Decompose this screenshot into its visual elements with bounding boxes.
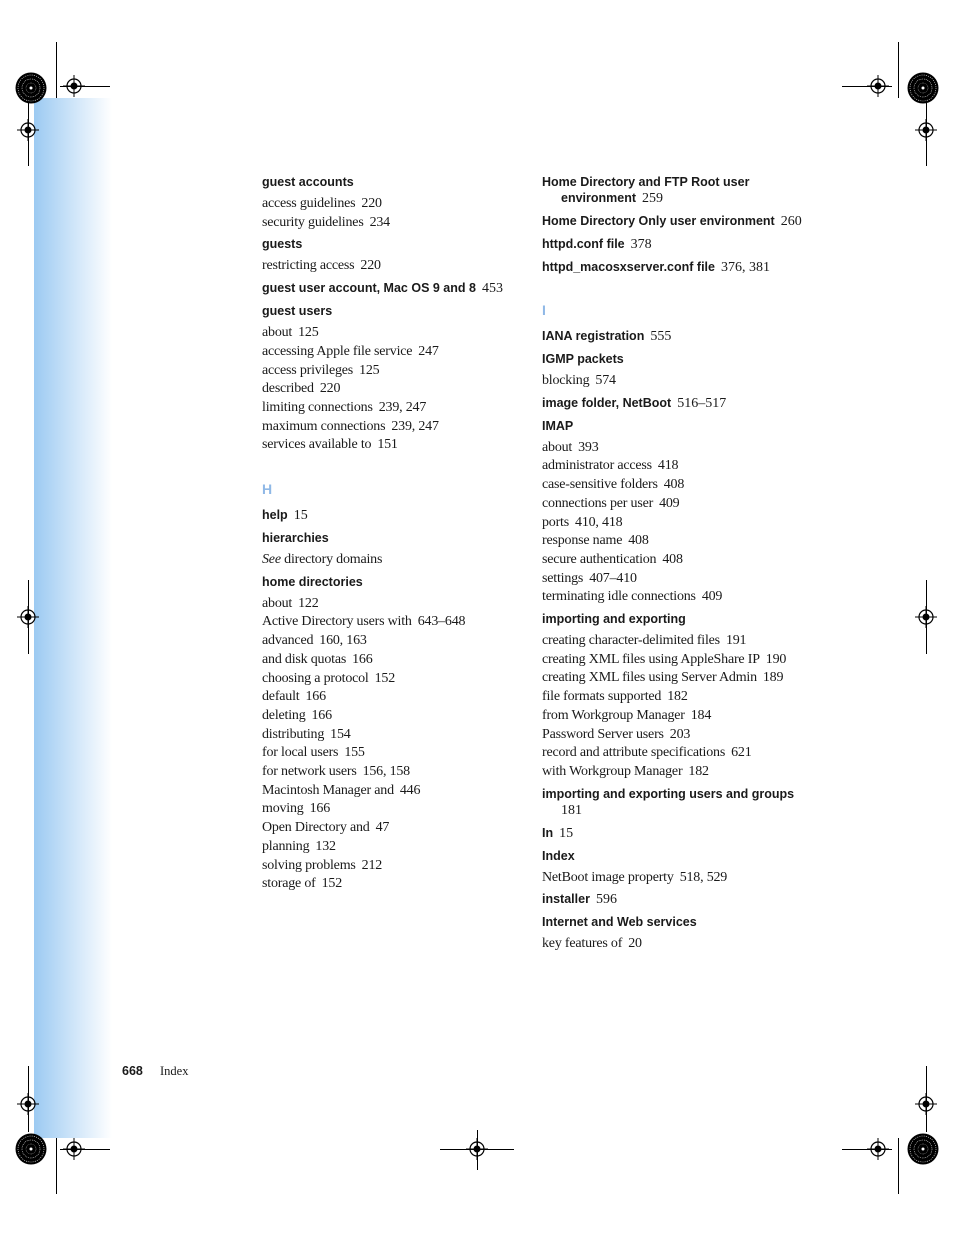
subentry-label: solving problems <box>262 857 356 873</box>
subentry-pages: 247 <box>418 343 439 359</box>
index-term <box>542 213 802 230</box>
index-term <box>262 530 512 546</box>
index-entry <box>542 259 802 276</box>
index-term-label: IGMP packets <box>542 352 624 366</box>
subentry-label: case-sensitive folders <box>542 477 658 493</box>
index-term <box>542 914 802 930</box>
index-term-label: In <box>542 825 554 840</box>
index-term-label: Index <box>542 848 575 863</box>
index-term <box>542 351 802 367</box>
index-term-label: guest users <box>262 304 333 319</box>
subentry <box>262 595 512 614</box>
subentry-pages: 191 <box>725 633 747 649</box>
subentry-pages: 220 <box>360 258 381 274</box>
subentry-label: response name <box>542 533 623 549</box>
subentry-label: key features of <box>542 936 623 952</box>
index-entry <box>542 914 802 954</box>
subentry-label: Password Server users <box>542 726 664 742</box>
subentry-label: accessing Apple file service <box>262 343 413 359</box>
subentry <box>262 857 512 876</box>
subentry-pages: 409 <box>659 495 680 511</box>
subentry <box>542 514 802 533</box>
index-term <box>542 848 802 864</box>
subentry <box>262 324 512 343</box>
subentry-label: limiting connections <box>262 399 373 415</box>
subentry <box>262 343 512 362</box>
subentry-pages: 182 <box>667 689 688 705</box>
index-entry <box>542 174 802 207</box>
subentry-list <box>262 551 512 570</box>
index-entry <box>542 611 802 782</box>
registration-target-icon <box>17 1093 39 1115</box>
index-entry <box>262 303 512 455</box>
subentry-label: access privileges <box>262 362 354 378</box>
index-column-left <box>262 174 512 898</box>
subentry-pages: 132 <box>315 838 336 854</box>
page-number: 668 <box>122 1064 143 1078</box>
subentry-label: Active Directory users with <box>262 614 412 630</box>
index-term <box>262 507 512 524</box>
index-entry <box>262 574 512 894</box>
subentry-label: for network users <box>262 764 357 780</box>
subentry <box>262 670 512 689</box>
subentry <box>262 380 512 399</box>
index-term <box>262 574 512 590</box>
index-entry <box>542 786 802 819</box>
index-entry <box>262 236 512 276</box>
subentry-label: creating XML files using AppleShare IP <box>542 651 760 667</box>
subentry <box>262 782 512 801</box>
subentry-pages: 122 <box>298 595 319 611</box>
subentry <box>542 632 802 651</box>
subentry-label: creating character-delimited files <box>542 633 720 649</box>
subentry-list <box>262 257 512 276</box>
subentry <box>262 838 512 857</box>
subentry-pages: 166 <box>352 651 373 667</box>
subentry <box>262 763 512 782</box>
subentry-pages: 518, 529 <box>679 869 728 885</box>
index-term-label: importing and exporting <box>542 612 686 627</box>
subentry-pages: 151 <box>377 437 398 453</box>
subentry-pages: 408 <box>663 477 685 493</box>
subentry <box>542 476 802 495</box>
subentry-pages: 166 <box>305 689 326 705</box>
crop-mark <box>898 1138 899 1194</box>
index-entry <box>262 174 512 232</box>
registration-target-icon <box>915 119 937 141</box>
subentry <box>262 726 512 745</box>
subentry <box>542 532 802 551</box>
subentry-label: deleting <box>262 707 306 723</box>
subentry <box>262 688 512 707</box>
subentry <box>542 495 802 514</box>
subentry <box>542 651 802 670</box>
subentry <box>262 551 512 570</box>
subentry-list <box>542 632 802 782</box>
subentry <box>542 688 802 707</box>
index-term-label: httpd_macosxserver.conf file <box>542 260 715 274</box>
index-term <box>542 328 802 345</box>
index-term <box>542 891 802 908</box>
subentry-label: Open Directory and <box>262 820 370 836</box>
subentry-label: and disk quotas <box>262 651 347 667</box>
subentry-pages: 203 <box>669 726 691 742</box>
subentry-label: about <box>262 325 293 341</box>
subentry <box>542 570 802 589</box>
subentry-label: planning <box>262 838 310 854</box>
see-reference: See <box>262 552 281 568</box>
subentry-label: moving <box>262 801 304 817</box>
subentry-label: distributing <box>262 726 325 742</box>
index-term <box>542 611 802 627</box>
subentry-label: blocking <box>542 373 590 388</box>
subentry-pages: 20 <box>628 936 642 952</box>
subentry-pages: 574 <box>595 373 616 388</box>
subentry-pages: 166 <box>309 801 330 817</box>
index-entry <box>542 351 802 391</box>
subentry-list <box>262 324 512 455</box>
subentry <box>542 726 802 745</box>
subentry <box>262 418 512 437</box>
subentry-label: restricting access <box>262 258 355 274</box>
index-term-label: guest user account, Mac OS 9 and 8 <box>262 281 476 296</box>
subentry-list <box>542 439 802 607</box>
subentry-label: choosing a protocol <box>262 670 369 686</box>
subentry-label: default <box>262 689 300 705</box>
subentry-pages: 408 <box>628 533 649 549</box>
subentry <box>262 362 512 381</box>
registration-target-icon <box>867 75 889 97</box>
subentry-pages: 408 <box>662 551 683 567</box>
registration-target-icon <box>915 606 937 628</box>
subentry-pages: 166 <box>311 707 332 723</box>
index-term-label: importing and exporting users and groups <box>542 786 795 801</box>
index-term-label: httpd.conf file <box>542 237 625 251</box>
subentry-pages: 152 <box>321 876 342 892</box>
subentry-label: storage of <box>262 876 316 892</box>
subentry-label: advanced <box>262 633 314 649</box>
subentry-pages: 125 <box>298 325 319 341</box>
subentry <box>542 707 802 726</box>
index-term-label: IMAP <box>542 418 574 433</box>
subentry-pages: 190 <box>765 651 787 667</box>
subentry-label: directory domains <box>284 552 383 568</box>
subentry-list <box>262 595 512 894</box>
subentry-pages: 393 <box>578 439 599 455</box>
subentry-pages: 239, 247 <box>378 399 427 415</box>
index-entry <box>542 236 802 253</box>
subentry-label: administrator access <box>542 458 652 474</box>
index-term <box>262 303 512 319</box>
subentry-list <box>542 935 802 954</box>
section-name: Index <box>159 1064 189 1078</box>
index-term <box>542 418 802 434</box>
registration-target-icon <box>63 75 85 97</box>
registration-target-icon <box>915 1093 937 1115</box>
registration-target-icon <box>867 1138 889 1160</box>
index-term <box>542 825 802 842</box>
subentry-pages: 407–410 <box>589 570 637 586</box>
index-term-label: Home Directory and FTP Root user environment <box>542 175 750 205</box>
index-entry <box>542 328 802 345</box>
crop-mark <box>898 42 899 98</box>
index-term-pages: 555 <box>650 329 672 344</box>
index-term-pages: 596 <box>595 892 617 908</box>
subentry <box>262 819 512 838</box>
subentry-label: about <box>542 439 573 455</box>
page-footer <box>122 1064 188 1079</box>
subentry <box>262 651 512 670</box>
index-entry <box>262 530 512 570</box>
subentry <box>542 372 802 391</box>
index-term <box>542 395 802 412</box>
index-term <box>262 174 512 190</box>
index-entry <box>542 395 802 412</box>
subentry-pages: 156, 158 <box>362 764 410 780</box>
index-term-pages: 260 <box>780 214 802 229</box>
index-entry <box>262 507 512 524</box>
index-term-label: installer <box>542 892 590 907</box>
crop-mark <box>56 42 57 98</box>
index-column-right <box>542 174 802 958</box>
subentry <box>262 436 512 455</box>
starburst-mark-icon <box>907 72 939 104</box>
index-term-label: Internet and Web services <box>542 915 697 930</box>
subentry-pages: 220 <box>319 381 341 397</box>
subentry-label: creating XML files using Server Admin <box>542 670 757 686</box>
subentry-pages: 47 <box>375 820 390 836</box>
subentry-label: ports <box>542 514 570 530</box>
subentry <box>262 800 512 819</box>
index-term-label: home directories <box>262 574 363 589</box>
subentry-list <box>542 869 802 888</box>
subentry <box>262 744 512 763</box>
subentry <box>542 763 802 782</box>
subentry-pages: 125 <box>359 362 380 378</box>
subentry-label: settings <box>542 570 584 586</box>
index-term-label: Home Directory Only user environment <box>542 214 775 228</box>
subentry-pages: 160, 163 <box>319 633 367 649</box>
index-entry <box>542 891 802 908</box>
index-term <box>542 259 802 276</box>
subentry-pages: 410, 418 <box>575 514 623 530</box>
subentry-pages: 234 <box>369 214 390 230</box>
subentry <box>262 707 512 726</box>
index-term-label: help <box>262 508 288 523</box>
starburst-mark-icon <box>15 1133 47 1165</box>
subentry-pages: 239, 247 <box>391 418 439 434</box>
subentry <box>262 875 512 894</box>
index-term <box>542 174 802 207</box>
registration-target-icon <box>17 119 39 141</box>
subentry-label: NetBoot image property <box>542 869 674 885</box>
subentry-label: secure authentication <box>542 551 657 567</box>
index-term <box>262 236 512 252</box>
subentry-label: Macintosh Manager and <box>262 782 394 798</box>
subentry-pages: 152 <box>374 670 396 686</box>
index-term-label: guests <box>262 237 303 252</box>
subentry-label: file formats supported <box>542 689 662 705</box>
subentry-pages: 409 <box>701 589 723 605</box>
subentry <box>262 632 512 651</box>
index-term-pages: 453 <box>481 281 503 297</box>
index-term <box>542 786 802 819</box>
subentry-pages: 220 <box>361 196 382 211</box>
registration-target-icon <box>466 1138 488 1160</box>
subentry-pages: 643–648 <box>417 614 466 630</box>
subentry <box>542 588 802 607</box>
subentry <box>262 214 512 233</box>
subentry-label: for local users <box>262 745 339 761</box>
subentry <box>542 551 802 570</box>
index-entry <box>542 848 802 888</box>
index-term-label: hierarchies <box>262 531 329 546</box>
subentry <box>542 869 802 888</box>
index-entry <box>262 280 512 297</box>
subentry-label: record and attribute specifications <box>542 745 726 761</box>
subentry <box>542 744 802 763</box>
subentry-pages: 418 <box>657 458 679 474</box>
index-term-pages: 259 <box>642 191 664 206</box>
index-term-label: IANA registration <box>542 329 645 343</box>
subentry <box>262 613 512 632</box>
index-entry <box>542 213 802 230</box>
registration-target-icon <box>17 606 39 628</box>
crop-mark <box>56 1138 57 1194</box>
section-letter-heading: I <box>542 302 546 318</box>
index-term <box>542 236 802 253</box>
subentry-list <box>262 195 512 232</box>
subentry-label: with Workgroup Manager <box>542 763 683 779</box>
subentry <box>262 257 512 276</box>
index-term-pages: 15 <box>293 508 308 524</box>
subentry-pages: 184 <box>690 707 712 723</box>
index-term-pages: 376, 381 <box>720 260 770 275</box>
subentry-label: terminating idle connections <box>542 589 696 605</box>
subentry <box>262 399 512 418</box>
subentry-pages: 155 <box>344 745 365 761</box>
index-entry <box>542 418 802 607</box>
index-term-pages: 15 <box>559 825 574 841</box>
subentry-list <box>542 372 802 391</box>
subentry-label: maximum connections <box>262 418 386 434</box>
subentry <box>542 935 802 954</box>
subentry-label: about <box>262 595 293 611</box>
subentry <box>542 457 802 476</box>
index-term-pages: 516–517 <box>677 395 727 411</box>
page-sidebar-gradient <box>34 98 112 1138</box>
index-term <box>262 280 512 297</box>
subentry-pages: 154 <box>330 726 351 742</box>
index-term-pages: 378 <box>630 237 652 252</box>
subentry <box>542 439 802 458</box>
subentry <box>262 195 512 214</box>
subentry-label: services available to <box>262 437 372 453</box>
index-term-pages: 181 <box>561 802 582 818</box>
subentry-label: from Workgroup Manager <box>542 707 685 723</box>
index-term-label: image folder, NetBoot <box>542 395 672 410</box>
section-letter-heading: H <box>262 481 273 498</box>
subentry-pages: 182 <box>688 763 709 779</box>
index-term-label: guest accounts <box>262 175 354 189</box>
subentry <box>542 669 802 688</box>
starburst-mark-icon <box>15 72 47 104</box>
starburst-mark-icon <box>907 1133 939 1165</box>
subentry-label: security guidelines <box>262 214 364 230</box>
subentry-pages: 212 <box>361 857 383 873</box>
subentry-label: described <box>262 381 314 397</box>
index-entry <box>542 825 802 842</box>
registration-target-icon <box>63 1138 85 1160</box>
subentry-label: access guidelines <box>262 196 356 211</box>
subentry-pages: 446 <box>399 782 421 798</box>
subentry-pages: 189 <box>762 670 784 686</box>
subentry-label: connections per user <box>542 495 654 511</box>
subentry-pages: 621 <box>731 745 752 761</box>
